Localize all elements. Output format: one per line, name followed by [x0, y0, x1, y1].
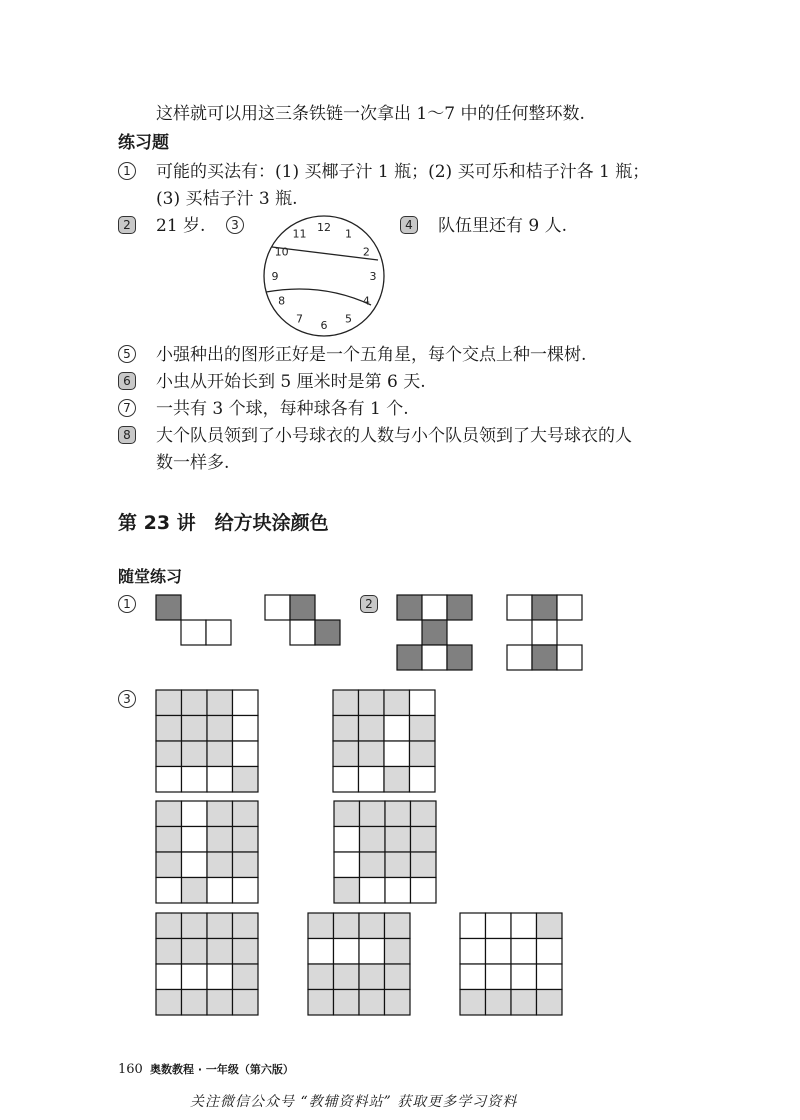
grid-square: [156, 741, 182, 767]
grid-square: [156, 990, 182, 1016]
grid-square: [182, 767, 208, 793]
grid-square: [207, 990, 233, 1016]
watermark-text: 关注微信公众号 “教辅资料站” 获取更多学习资料: [190, 1094, 518, 1110]
lecture-title: 第 23 讲 给方块涂颜色: [118, 512, 329, 534]
grid-square: [359, 716, 385, 742]
figure-square: [315, 620, 340, 645]
grid-square: [156, 827, 182, 853]
grid-square: [359, 690, 385, 716]
grid-square: [182, 878, 208, 904]
grid-square: [334, 852, 360, 878]
grid-square: [385, 878, 411, 904]
grid-square: [156, 913, 182, 939]
grid-square: [334, 878, 360, 904]
grid-square: [334, 801, 360, 827]
clock-number: 5: [345, 312, 352, 326]
grid-square: [156, 878, 182, 904]
grid-square: [207, 827, 233, 853]
grid-square: [410, 767, 436, 793]
figure-square: [447, 595, 472, 620]
grid-square: [460, 990, 486, 1016]
grid-square: [308, 990, 334, 1016]
grid-square: [334, 964, 360, 990]
grid-square: [360, 852, 386, 878]
clock-number: 1: [345, 227, 352, 241]
grid-square: [537, 913, 563, 939]
grid-square: [359, 990, 385, 1016]
grid-square: [207, 878, 233, 904]
grid-square: [385, 913, 411, 939]
clock-number: 7: [296, 312, 303, 326]
grid-square: [384, 716, 410, 742]
exercise-4-number: 4: [400, 216, 418, 234]
practice-2-number: 2: [360, 595, 378, 613]
grid-square: [182, 827, 208, 853]
grid-square: [411, 827, 437, 853]
exercise-7-text: 一共有 3 个球，每种球各有 1 个.: [156, 399, 409, 419]
clock-number: 6: [320, 319, 328, 332]
grid-square: [385, 801, 411, 827]
book-title: 奥数教程 · 一年级（第六版）: [150, 1063, 294, 1076]
grid-square: [460, 913, 486, 939]
practice-3-number: 3: [118, 690, 136, 708]
grid-square: [411, 852, 437, 878]
clock-number: 11: [292, 227, 307, 241]
page-number: 160: [118, 1062, 143, 1077]
grid-square: [537, 964, 563, 990]
grid-square: [182, 801, 208, 827]
grid-square: [384, 767, 410, 793]
figure-square: [156, 595, 181, 620]
grid-square: [360, 878, 386, 904]
grid-square: [207, 767, 233, 793]
grid-square: [333, 741, 359, 767]
figure-square: [557, 645, 582, 670]
grid-square: [537, 990, 563, 1016]
grid-square: [182, 913, 208, 939]
grid-square: [207, 964, 233, 990]
figure-square: [397, 645, 422, 670]
grid-square: [410, 690, 436, 716]
grid-square: [207, 913, 233, 939]
grid-square: [308, 913, 334, 939]
grid-square: [460, 939, 486, 965]
grid-square: [359, 964, 385, 990]
exercise-2-number: 2: [118, 216, 136, 234]
grid-square: [385, 827, 411, 853]
exercises-heading: 练习题: [118, 133, 169, 153]
grid-square: [384, 690, 410, 716]
grid-square: [411, 878, 437, 904]
grid-square: [182, 741, 208, 767]
grid-square: [233, 827, 259, 853]
grid-square: [233, 852, 259, 878]
grid-square: [334, 939, 360, 965]
figure-square: [557, 595, 582, 620]
figure-square: [507, 645, 532, 670]
grid-square: [334, 827, 360, 853]
figure-square: [290, 595, 315, 620]
grid-square: [359, 913, 385, 939]
clock-number: 9: [271, 270, 279, 283]
grid-square: [207, 801, 233, 827]
exercise-8-number: 8: [118, 426, 136, 444]
grid-square: [411, 801, 437, 827]
figure-square: [447, 645, 472, 670]
figure-square: [532, 595, 557, 620]
grid-square: [486, 913, 512, 939]
grid-square: [537, 939, 563, 965]
grid-square: [486, 964, 512, 990]
grid-square: [359, 939, 385, 965]
exercise-6-text: 小虫从开始长到 5 厘米时是第 6 天.: [156, 372, 426, 392]
exercise-4-text: 队伍里还有 9 人.: [438, 216, 568, 236]
grid-square: [511, 939, 537, 965]
practice-1-number: 1: [118, 595, 136, 613]
grid-square: [207, 716, 233, 742]
figure-square: [422, 595, 447, 620]
exercise-6-number: 6: [118, 372, 136, 390]
grid-square: [233, 913, 259, 939]
figure-square: [507, 595, 532, 620]
grid-square: [385, 852, 411, 878]
grid-square: [233, 690, 259, 716]
grid-square: [511, 913, 537, 939]
grid-square: [156, 852, 182, 878]
grid-square: [182, 964, 208, 990]
figure-square: [265, 595, 290, 620]
clock-number: 8: [278, 294, 286, 308]
grid-square: [207, 939, 233, 965]
figure-square: [532, 620, 557, 645]
grid-square: [333, 767, 359, 793]
grid-square: [182, 939, 208, 965]
exercise-5-number: 5: [118, 345, 136, 363]
exercise-1-number: 1: [118, 162, 136, 180]
grid-square: [334, 913, 360, 939]
grid-square: [233, 741, 259, 767]
figure-square: [181, 620, 206, 645]
figure-square: [290, 620, 315, 645]
exercise-2-text: 21 岁.: [156, 216, 206, 236]
grid-square: [460, 964, 486, 990]
grid-square: [334, 990, 360, 1016]
exercise-8-line-2: 数一样多.: [156, 453, 230, 473]
figure-square: [206, 620, 231, 645]
clock-number: 3: [369, 270, 377, 283]
grid-square: [233, 767, 259, 793]
grid-square: [384, 741, 410, 767]
grid-square: [182, 690, 208, 716]
grid-square: [308, 964, 334, 990]
grid-square: [486, 990, 512, 1016]
exercise-7-number: 7: [118, 399, 136, 417]
figure-square: [532, 645, 557, 670]
grid-square: [410, 716, 436, 742]
grid-square: [511, 964, 537, 990]
intro-line: 这样就可以用这三条铁链一次拿出 1～7 中的任何整环数.: [156, 104, 585, 124]
grid-square: [233, 716, 259, 742]
grid-square: [308, 939, 334, 965]
grid-square: [385, 990, 411, 1016]
clock-number: 10: [274, 245, 289, 259]
grid-square: [333, 690, 359, 716]
grid-square: [156, 801, 182, 827]
grid-square: [385, 964, 411, 990]
grid-square: [360, 827, 386, 853]
grid-square: [486, 939, 512, 965]
grid-square: [156, 767, 182, 793]
grid-square: [333, 716, 359, 742]
grid-square: [359, 741, 385, 767]
exercise-8-line-1: 大个队员领到了小号球衣的人数与小个队员领到了大号球衣的人: [156, 426, 632, 446]
grid-square: [233, 878, 259, 904]
grid-square: [410, 741, 436, 767]
grid-square: [182, 852, 208, 878]
grid-square: [156, 964, 182, 990]
grid-square: [360, 801, 386, 827]
clock-number: 2: [362, 245, 370, 259]
grid-square: [233, 964, 259, 990]
practice-heading: 随堂练习: [118, 567, 183, 586]
grid-square: [156, 690, 182, 716]
exercise-1-line-2: (3) 买桔子汁 3 瓶.: [156, 189, 298, 209]
grid-square: [233, 801, 259, 827]
grid-square: [511, 990, 537, 1016]
grid-square: [182, 716, 208, 742]
grid-square: [156, 939, 182, 965]
grid-square: [385, 939, 411, 965]
figure-square: [422, 620, 447, 645]
grid-square: [233, 990, 259, 1016]
figure-square: [397, 595, 422, 620]
grid-square: [156, 716, 182, 742]
grid-square: [207, 741, 233, 767]
grid-square: [359, 767, 385, 793]
grid-square: [182, 990, 208, 1016]
clock-number: 12: [317, 221, 331, 234]
exercise-3-number: 3: [226, 216, 244, 234]
grid-square: [233, 939, 259, 965]
grid-square: [207, 690, 233, 716]
figure-square: [422, 645, 447, 670]
grid-square: [207, 852, 233, 878]
exercise-5-text: 小强种出的图形正好是一个五角星，每个交点上种一棵树.: [156, 345, 587, 365]
exercise-1-line-1: 可能的买法有：(1) 买椰子汁 1 瓶；(2) 买可乐和桔子汁各 1 瓶；: [156, 162, 650, 182]
clock-number: 4: [362, 294, 370, 308]
